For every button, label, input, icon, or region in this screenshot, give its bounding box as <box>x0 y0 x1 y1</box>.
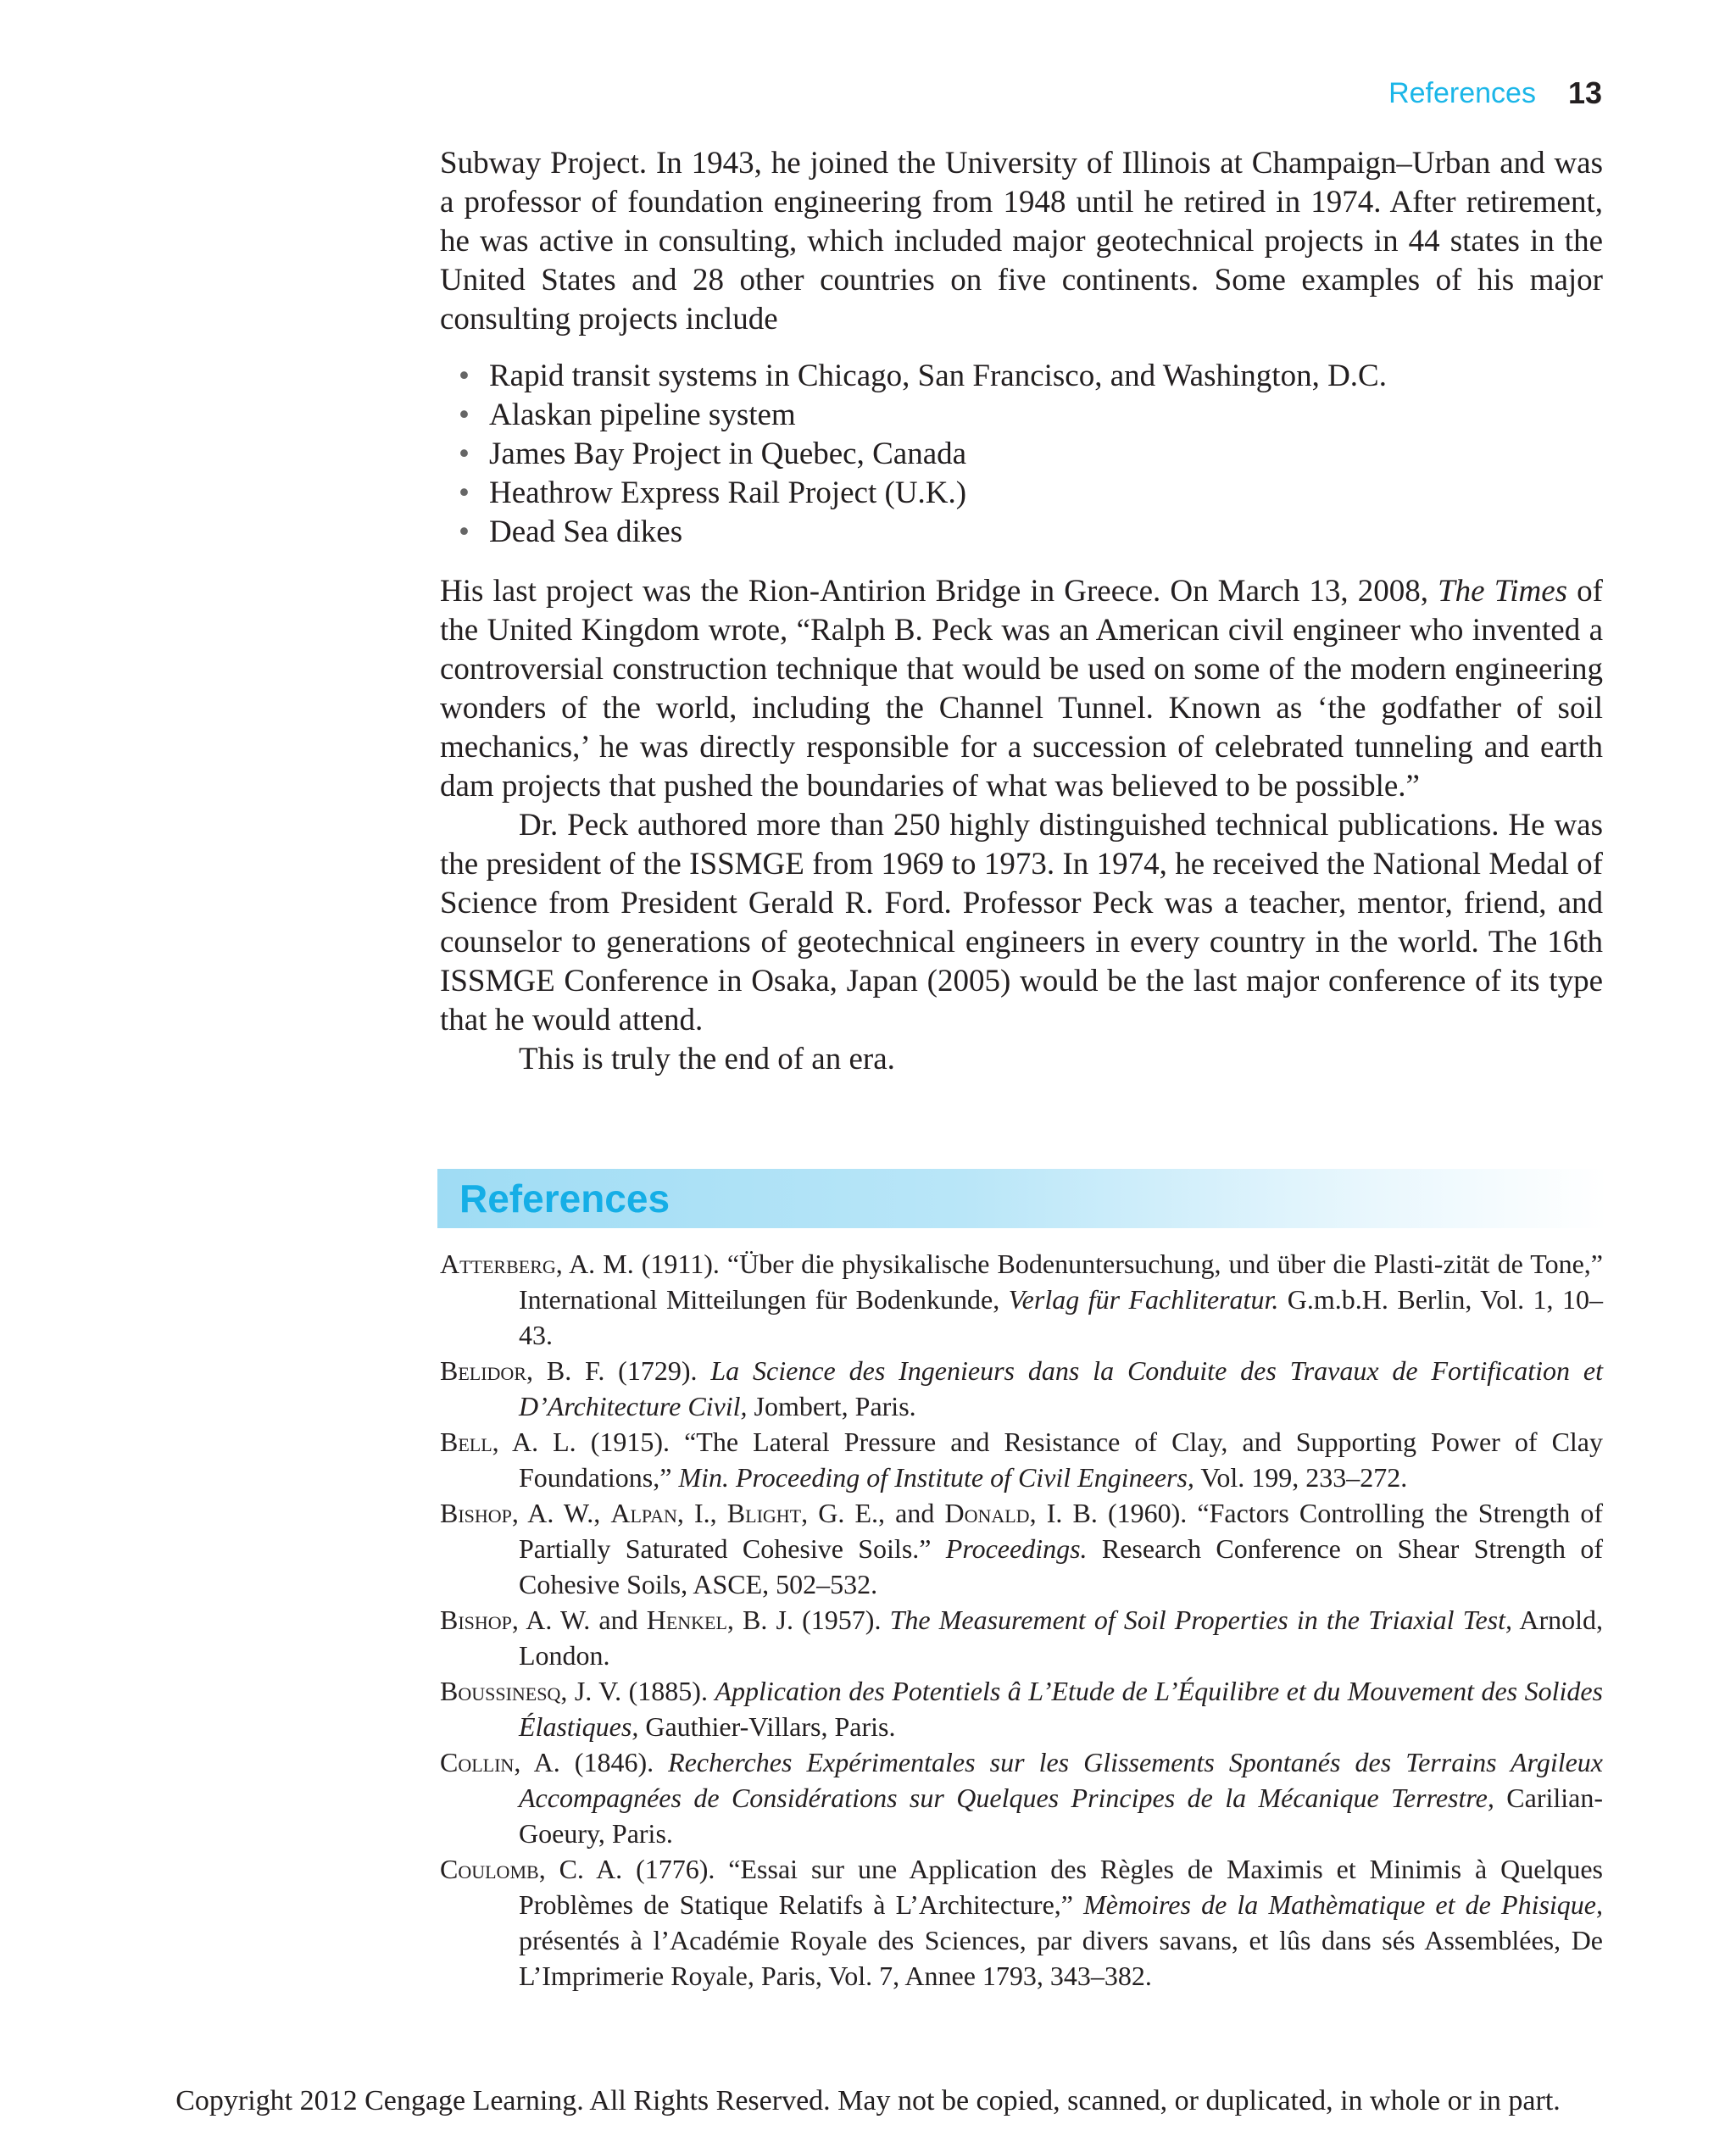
list-item: • Alaskan pipeline system <box>440 396 1603 435</box>
bullet-icon: • <box>459 398 470 432</box>
intro-paragraph: Subway Project. In 1943, he joined the University of Illinois at Champaign–Urban and was a professor of foundation engineering from 1948 until he retired in 1974. After retirement, he was active in consulting, which included major geotechnical projects in 44 states in the United States and 28 other countries on five continents. Some examples of his major consulting projects include <box>440 146 1603 337</box>
reference-entry: Collin, A. (1846). Recherches Expérimentales sur les Glissements Spontanés des Terrains Argileux Accompagnées de Considérations sur Quelques Principes de la Mécanique Terrestre, Carilian-Goeury, Paris. <box>440 1747 1604 1849</box>
bullet-icon: • <box>459 359 470 393</box>
bullet-icon: • <box>459 476 470 510</box>
reference-entry: Coulomb, C. A. (1776). “Essai sur une Application des Règles de Maximis et Minimis à Quelques Problèmes de Statique Relatifs à L’Architecture,” Mèmoires de la Mathèmatique et de Phisique, présentés à l’Académie Royale des Sciences, par divers savans, et lûs dans sés Assemblées, De L’Imprimerie Royale, Paris, Vol. 7, Annee 1793, 343–382. <box>440 1854 1604 1991</box>
page-number: 13 <box>1567 75 1602 110</box>
body-text <box>440 144 1603 339</box>
references-list <box>440 1246 1603 1994</box>
list-item: • Dead Sea dikes <box>440 513 1603 552</box>
reference-entry: Bishop, A. W. and Henkel, B. J. (1957). The Measurement of Soil Properties in the Triaxial Test, Arnold, London. <box>440 1605 1604 1671</box>
projects-list-container <box>440 357 1603 552</box>
list-item: • Heathrow Express Rail Project (U.K.) <box>440 474 1603 513</box>
paragraph-publications: Dr. Peck authored more than 250 highly distinguished technical publications. He was the president of the ISSMGE from 1969 to 1973. In 1974, he received the National Medal of Science from President Gerald R. Ford. Professor Peck was a teacher, mentor, friend, and counselor to generations of geotechnical engineers in every country in the world. The 16th ISSMGE Conference in Osaka, Japan (2005) would be the last major conference of its type that he would attend. <box>440 808 1603 1037</box>
references-heading: References <box>459 1176 670 1221</box>
projects-list <box>440 357 1603 552</box>
list-item: • Rapid transit systems in Chicago, San Francisco, and Washington, D.C. <box>440 357 1603 396</box>
running-head <box>1388 71 1602 115</box>
references-heading-banner <box>437 1169 1607 1228</box>
reference-entry: Bishop, A. W., Alpan, I., Blight, G. E., and Donald, I. B. (1960). “Factors Controlling the Strength of Partially Saturated Cohesive Soils.” Proceedings. Research Conference on Shear Strength of Cohesive Soils, ASCE, 502–532. <box>440 1498 1604 1599</box>
paragraph-closing: This is truly the end of an era. <box>519 1042 895 1076</box>
paragraph-times-quote: His last project was the Rion-Antirion Bridge in Greece. On March 13, 2008, The Times of the United Kingdom wrote, “Ralph B. Peck was an American civil engineer who invented a controversial construction technique that would be used on some of the modern engineering wonders of the world, including the Channel Tunnel. Known as ‘the godfather of soil mechanics,’ he was directly responsible for a succession of celebrated tunneling and earth dam projects that pushed the boundaries of what was believed to be possible.” <box>440 574 1603 804</box>
reference-entry: Boussinesq, J. V. (1885). Application des Potentiels â L’Etude de L’Équilibre et du Mouvement des Solides Élastiques, Gauthier-Villars, Paris. <box>440 1676 1604 1742</box>
copyright-notice: Copyright 2012 Cengage Learning. All Rights Reserved. May not be copied, scanned, or duplicated, in whole or in part. <box>175 2085 1561 2116</box>
body-text-continued <box>440 572 1603 1079</box>
reference-entry: Bell, A. L. (1915). “The Lateral Pressure and Resistance of Clay, and Supporting Power of Clay Foundations,” Min. Proceeding of Institute of Civil Engineers, Vol. 199, 233–272. <box>440 1427 1603 1493</box>
bullet-icon: • <box>459 437 470 471</box>
list-item: • James Bay Project in Quebec, Canada <box>440 435 1603 474</box>
bullet-icon: • <box>459 515 470 549</box>
running-head-section: References <box>1388 76 1536 109</box>
reference-entry: Belidor, B. F. (1729). La Science des Ingenieurs dans la Conduite des Travaux de Fortification et D’Architecture Civil, Jombert, Paris. <box>440 1355 1604 1421</box>
reference-entry: Atterberg, A. M. (1911). “Über die physikalische Bodenuntersuchung, und über die Plasti-zität de Tone,” International Mitteilungen für Bodenkunde, Verlag für Fachliteratur. G.m.b.H. Berlin, Vol. 1, 10–43. <box>440 1249 1603 1350</box>
